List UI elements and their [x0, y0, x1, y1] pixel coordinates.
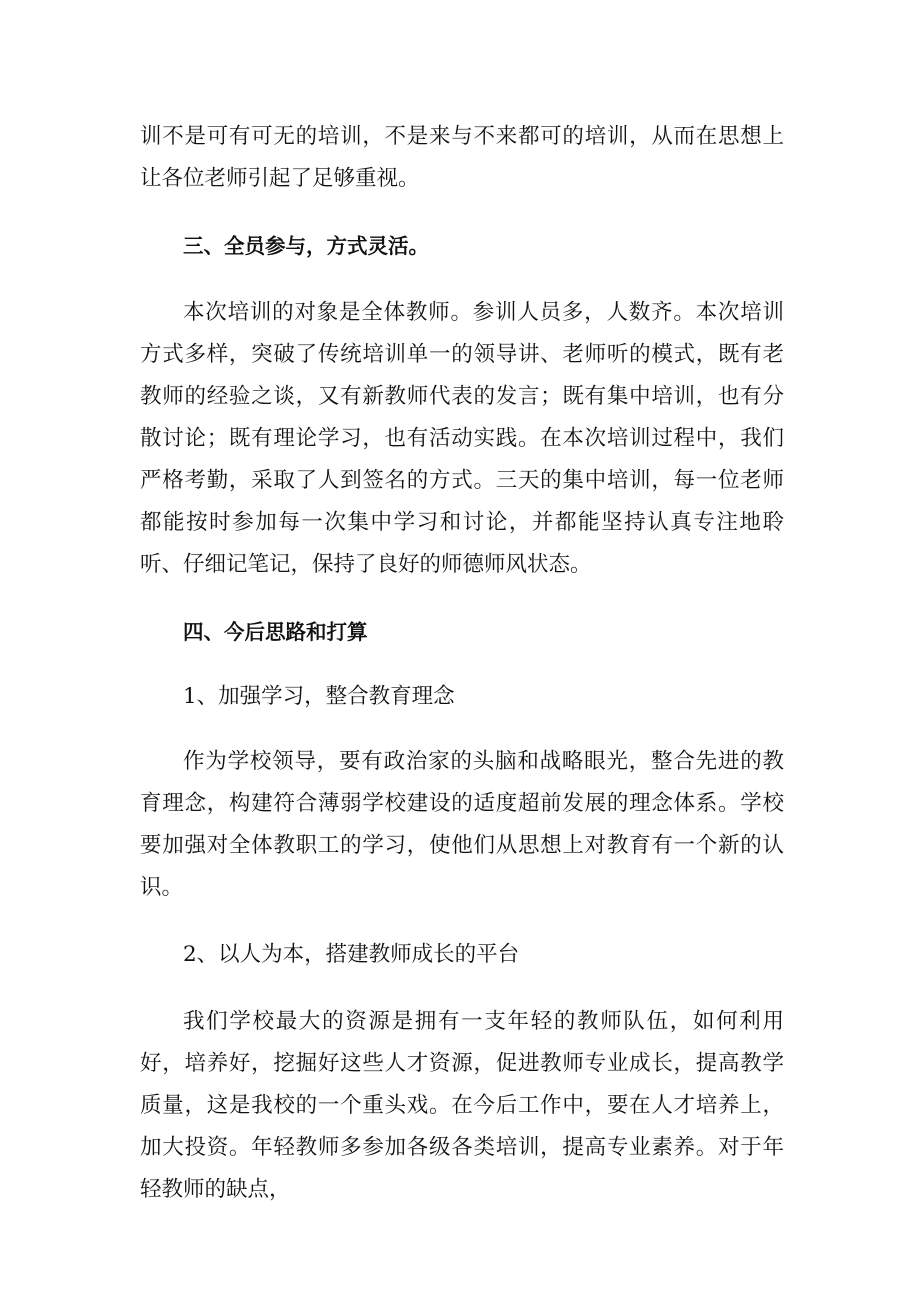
paragraph-leadership: 作为学校领导，要有政治家的头脑和战略眼光，整合先进的教育理念，构建符合薄弱学校建设的适度超前发展的理念体系。学校要加强对全体教职工的学习，使他们从思想上对教育有一个新的认识。	[140, 749, 784, 900]
subheading-1: 1、加强学习，整合教育理念	[183, 684, 455, 709]
document-body	[140, 116, 784, 1211]
paragraph-continuation: 训不是可有可无的培训，不是来与不来都可的培训，从而在思想上让各位老师引起了足够重视。	[140, 124, 784, 191]
section-heading-3: 三、全员参与，方式灵活。	[183, 234, 429, 258]
subheading-2: 2、以人为本，搭建教师成长的平台	[183, 942, 520, 967]
section-heading-4: 四、今后思路和打算	[183, 620, 368, 644]
paragraph-young-teachers: 我们学校最大的资源是拥有一支年轻的教师队伍，如何利用好，培养好，挖掘好这些人才资源，促进教师专业成长，提高教学质量，这是我校的一个重头戏。在今后工作中，要在人才培养上，加大投资。年轻教师多参加各级各类培训，提高专业素养。对于年轻教师的缺点，	[140, 1009, 784, 1202]
paragraph-training-format: 本次培训的对象是全体教师。参训人员多，人数齐。本次培训方式多样，突破了传统培训单一的领导讲、老师听的模式，既有老教师的经验之谈，又有新教师代表的发言；既有集中培训，也有分散讨论；既有理论学习，也有活动实践。在本次培训过程中，我们严格考勤，采取了人到签名的方式。三天的集中培训，每一位老师都能按时参加每一次集中学习和讨论，并都能坚持认真专注地聆听、仔细记笔记，保持了良好的师德师风状态。	[140, 300, 784, 577]
